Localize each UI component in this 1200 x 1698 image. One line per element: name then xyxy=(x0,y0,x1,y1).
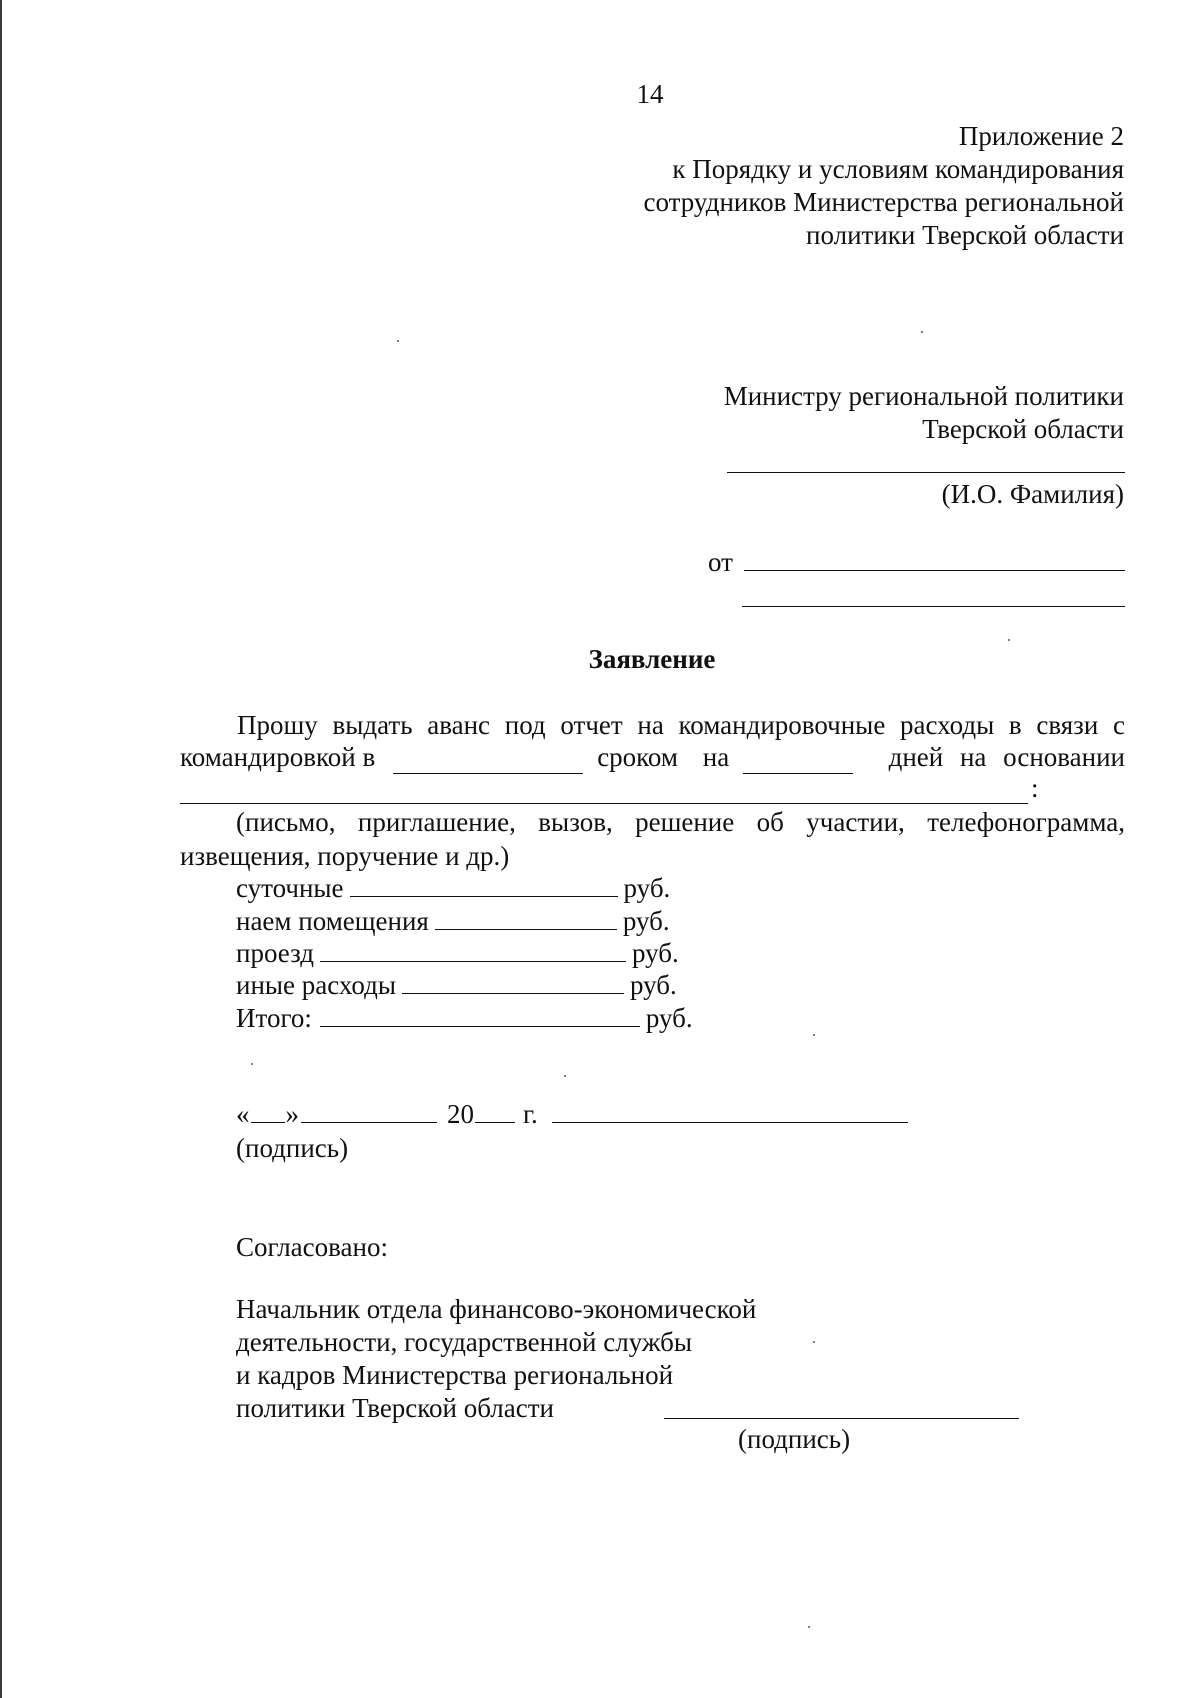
expense-other-field[interactable] xyxy=(402,969,624,994)
applicant-signature-caption: (подпись) xyxy=(236,1133,349,1163)
approval-line-3: и кадров Министерства региональной xyxy=(236,1360,674,1390)
date-year-prefix: 20 xyxy=(447,1099,474,1129)
expense-total-label: Итого: xyxy=(236,1003,312,1033)
from-line-1[interactable] xyxy=(744,570,1125,571)
addressee-name-caption: (И.О. Фамилия) xyxy=(941,479,1124,509)
from-label: от xyxy=(708,547,733,577)
basis-hint-line-2: извещения, поручение и др.) xyxy=(180,841,510,871)
date-year-suffix: г. xyxy=(523,1099,538,1129)
appendix-line-4: политики Тверской области xyxy=(806,220,1124,250)
expense-travel-field[interactable] xyxy=(320,937,626,962)
approval-line-4: политики Тверской области xyxy=(236,1393,554,1423)
appendix-header xyxy=(424,120,1124,252)
scan-edge-line xyxy=(0,0,2,1698)
expense-daily-field[interactable] xyxy=(350,872,618,897)
from-line-2[interactable] xyxy=(742,606,1125,607)
expense-other-label: иные расходы xyxy=(236,970,396,1000)
date-day-field[interactable] xyxy=(251,1098,285,1123)
body-line-2 xyxy=(180,741,1125,774)
date-row xyxy=(236,1098,912,1131)
expense-total-field[interactable] xyxy=(320,1002,640,1027)
approval-line-1: Начальник отдела финансово-экономической xyxy=(236,1294,757,1324)
basis-field[interactable] xyxy=(180,803,1028,804)
expense-travel-label: проезд xyxy=(236,938,315,968)
approval-label: Согласовано: xyxy=(236,1232,388,1262)
body-line-2-part-1: командировкой в xyxy=(180,742,376,772)
approval-signature-caption: (подпись) xyxy=(738,1424,851,1454)
approval-signature-field[interactable] xyxy=(664,1418,1019,1419)
expense-lodging-currency: руб. xyxy=(622,906,670,936)
expense-total-currency: руб. xyxy=(645,1003,693,1033)
approval-position-block xyxy=(236,1293,936,1425)
expense-other-currency: руб. xyxy=(629,970,677,1000)
approval-line-2: деятельности, государственной службы xyxy=(236,1327,693,1357)
addressee-block xyxy=(424,380,1124,446)
addressee-line-1: Министру региональной политики xyxy=(723,381,1124,411)
scan-speck xyxy=(813,1341,815,1343)
body-line-2-part-3: дней на основании xyxy=(888,742,1125,772)
date-quote-close: » xyxy=(285,1099,299,1129)
expense-lodging-field[interactable] xyxy=(435,905,617,930)
basis-hint-line-1: (письмо, приглашение, вызов, решение об участии, телефонограмма, xyxy=(236,807,1125,837)
expense-travel-currency: руб. xyxy=(632,938,679,968)
expense-lodging-row xyxy=(236,905,670,938)
duration-field[interactable] xyxy=(743,749,853,774)
addressee-name-line[interactable] xyxy=(727,472,1125,473)
applicant-signature-field[interactable] xyxy=(552,1098,908,1123)
scan-speck xyxy=(397,340,399,342)
expense-daily-row xyxy=(236,872,670,905)
basis-colon: : xyxy=(1031,773,1039,803)
expense-travel-row xyxy=(236,937,679,970)
expense-other-row xyxy=(236,969,677,1002)
scan-speck xyxy=(813,1034,815,1036)
addressee-line-2: Тверской области xyxy=(922,414,1124,444)
appendix-line-3: сотрудников Министерства региональной xyxy=(643,187,1124,217)
page-number: 14 xyxy=(636,79,664,109)
expense-total-row xyxy=(236,1002,693,1035)
scan-speck xyxy=(251,1063,253,1065)
scan-speck xyxy=(564,1075,566,1077)
body-line-2-part-2: сроком на xyxy=(597,742,730,772)
date-month-field[interactable] xyxy=(301,1098,437,1123)
date-quote-open: « xyxy=(236,1099,250,1129)
scan-speck xyxy=(921,331,923,333)
expense-daily-currency: руб. xyxy=(623,873,671,903)
scan-speck xyxy=(808,1626,810,1628)
appendix-line-1: Приложение 2 xyxy=(958,121,1124,151)
scan-speck xyxy=(1008,639,1010,641)
destination-field[interactable] xyxy=(393,749,583,774)
expense-daily-label: суточные xyxy=(236,873,344,903)
appendix-line-2: к Порядку и условиям командирования xyxy=(672,154,1124,184)
expense-lodging-label: наем помещения xyxy=(236,906,429,936)
date-year-field[interactable] xyxy=(475,1098,515,1123)
document-title: Заявление xyxy=(588,644,716,674)
body-line-1: Прошу выдать аванс под отчет на командировочные расходы в связи с xyxy=(237,710,1125,740)
